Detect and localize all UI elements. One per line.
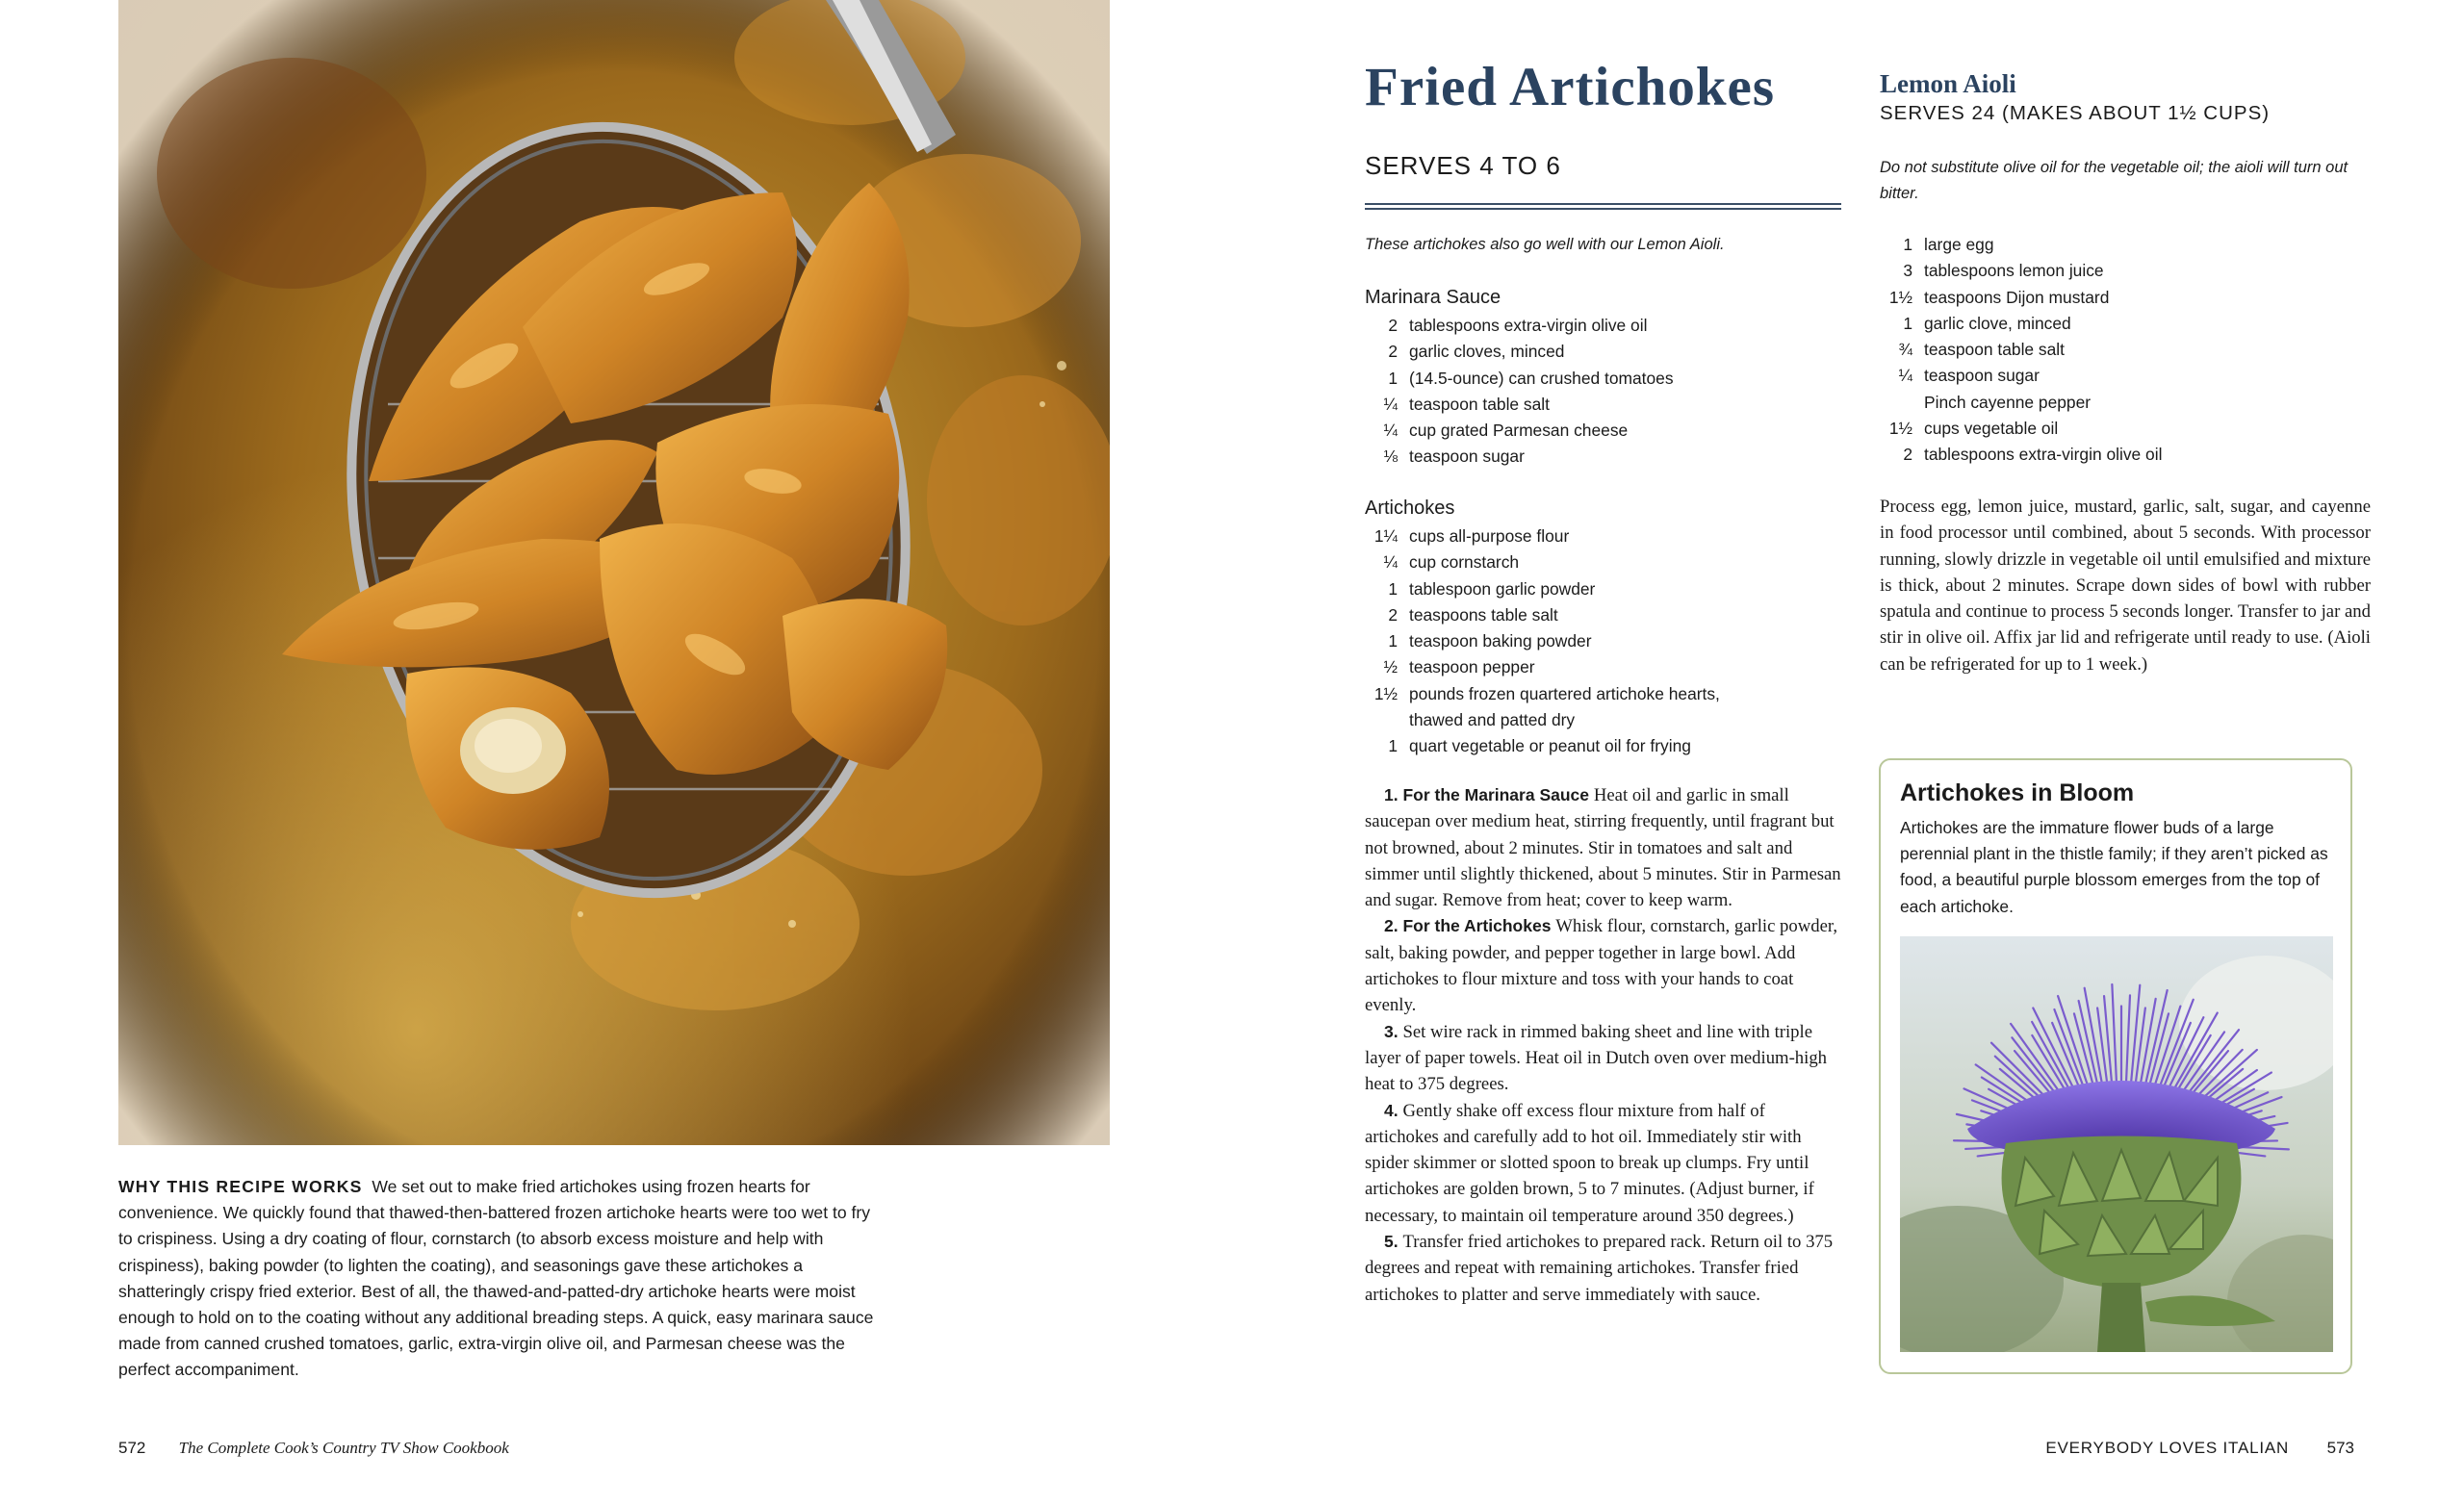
ingredient-item	[1365, 523, 1720, 549]
ingredient-quantity: 1	[1903, 235, 1912, 254]
ingredient-quantity: 2	[1903, 445, 1912, 465]
aioli-note: Do not substitute olive oil for the vegetable oil; the aioli will turn out bitter.	[1880, 159, 2348, 202]
sidebar-text: Artichokes are the immature flower buds of a large perennial plant in the thistle family; if they aren’t picked as food, a beautiful purple blossom emerges from the top of each artichoke.	[1900, 818, 2328, 916]
recipe-method	[1365, 782, 1841, 1308]
ingredient-text: quart vegetable or peanut oil for frying	[1409, 736, 1691, 756]
step-text: Set wire rack in rimmed baking sheet and line with triple layer of paper towels. Heat oil in Dutch oven over medium-high heat to 375 degrees.	[1365, 1021, 1828, 1095]
ingredient-text: tablespoons lemon juice	[1924, 261, 2104, 281]
ingredient-text: tablespoon garlic powder	[1409, 578, 1596, 599]
step-number: 4.	[1384, 1100, 1403, 1120]
ingredient-item	[1880, 390, 2162, 416]
fried-artichokes-photo	[118, 0, 1110, 1145]
right-page-number: 573	[2326, 1439, 2354, 1457]
ingredient-item	[1880, 311, 2162, 337]
ingredient-quantity: 1	[1388, 578, 1398, 599]
title-rule-top	[1365, 203, 1841, 205]
ingredient-item	[1365, 733, 1720, 759]
ingredient-quantity: ¾	[1898, 340, 1912, 360]
recipe-intro: These artichokes also go well with our Lemon Aioli.	[1365, 236, 1725, 253]
step-number: 3.	[1384, 1021, 1403, 1041]
ingredient-text: Pinch cayenne pepper	[1924, 392, 2092, 412]
step-number: 5.	[1384, 1232, 1403, 1252]
method-step	[1365, 1098, 1841, 1229]
ingredient-quantity: 1	[1903, 313, 1912, 333]
ingredient-quantity: 1½	[1373, 683, 1398, 703]
ingredient-text: teaspoon sugar	[1924, 366, 2040, 386]
artichoke-bloom-photo	[1900, 936, 2333, 1352]
artichokes-heading: Artichokes	[1365, 498, 1455, 519]
ingredient-text: teaspoon sugar	[1409, 447, 1525, 467]
ingredient-quantity: ¼	[1383, 394, 1398, 414]
ingredient-item	[1365, 602, 1720, 628]
recipe-serves: SERVES 4 TO 6	[1365, 151, 1561, 180]
ingredient-item	[1365, 392, 1674, 418]
step-number: 1.	[1384, 785, 1403, 804]
ingredient-quantity: 1½	[1888, 287, 1912, 307]
method-step	[1365, 1229, 1841, 1308]
ingredient-text: cup grated Parmesan cheese	[1409, 421, 1629, 441]
step-label: For the Artichokes	[1402, 916, 1556, 936]
ingredient-item	[1880, 416, 2162, 442]
ingredient-text: teaspoons Dijon mustard	[1924, 287, 2110, 307]
ingredient-item	[1365, 444, 1674, 470]
ingredient-item	[1365, 576, 1720, 602]
ingredient-text: large egg	[1924, 235, 1994, 254]
ingredient-quantity: 1¼	[1373, 526, 1398, 546]
step-label: For the Marinara Sauce	[1402, 785, 1594, 804]
right-page-footer	[2045, 1439, 2354, 1458]
why-text: We set out to make fried artichokes using frozen hearts for convenience. We quickly found that thawed-then-battered frozen artichoke hearts were too wet to fry to crispiness. Using a dry coating of flour, cornstarch (to absorb excess moisture and help with crispiness), baking powder (to lighten the coating), and seasonings gave these artichokes a shatteringly crispy fried exterior. Best of all, the thawed-and-patted-dry artichoke hearts were moist enough to hold on to the coating without any additional breading steps. A quick, easy marinara sauce made from canned crushed tomatoes, garlic, extra-virgin olive oil, and Parmesan cheese was the perfect accompaniment.	[118, 1177, 874, 1380]
ingredient-quantity: 2	[1388, 604, 1398, 625]
ingredient-item	[1880, 337, 2162, 363]
ingredient-text: tablespoons extra-virgin olive oil	[1409, 316, 1648, 335]
artichokes-ingredient-list	[1365, 523, 1720, 760]
left-page-footer	[118, 1439, 509, 1458]
ingredient-item	[1365, 418, 1674, 444]
aioli-serves: SERVES 24 (MAKES ABOUT 1½ CUPS)	[1880, 102, 2271, 124]
method-step	[1365, 782, 1841, 913]
ingredient-quantity: ¼	[1898, 366, 1912, 386]
ingredient-quantity: 1	[1388, 368, 1398, 388]
ingredient-quantity: 2	[1388, 342, 1398, 362]
ingredient-text: (14.5-ounce) can crushed tomatoes	[1409, 368, 1674, 388]
ingredient-item	[1880, 442, 2162, 468]
ingredient-quantity: ⅛	[1383, 447, 1398, 467]
aioli-method: Process egg, lemon juice, mustard, garlic, salt, sugar, and cayenne in food processor until combined, about 5 seconds. With processor running, slowly drizzle in vegetable oil until emulsified and mixture is thick, about 2 minutes. Scrape down sides of bowl with rubber spatula and continue to process 5 seconds longer. Transfer to jar and stir in olive oil. Affix jar lid and refrigerate until ready to use. (Aioli can be refrigerated for up to 1 week.)	[1880, 497, 2371, 675]
ingredient-text: tablespoons extra-virgin olive oil	[1924, 445, 2163, 465]
ingredient-text: teaspoon table salt	[1924, 340, 2065, 360]
step-text: Transfer fried artichokes to prepared rack. Return oil to 375 degrees and repeat with remaining artichokes. Transfer fried artichokes to platter and serve immediately with sauce.	[1365, 1232, 1834, 1305]
ingredient-text: pounds frozen quartered artichoke hearts,	[1409, 683, 1720, 703]
ingredient-quantity: 1½	[1888, 419, 1912, 439]
recipe-title: Fried Artichokes	[1365, 57, 1776, 117]
ingredient-text: cups all-purpose flour	[1409, 526, 1570, 546]
ingredient-item	[1365, 681, 1720, 707]
ingredient-quantity: 3	[1903, 261, 1912, 281]
ingredient-quantity: 1	[1388, 631, 1398, 651]
ingredient-item	[1365, 654, 1720, 680]
ingredient-text: teaspoons table salt	[1409, 604, 1558, 625]
title-rule-bottom	[1365, 208, 1841, 210]
left-page-number: 572	[118, 1439, 146, 1457]
ingredient-item	[1365, 549, 1720, 575]
ingredient-text: cup cornstarch	[1409, 552, 1520, 573]
marinara-ingredient-list	[1365, 313, 1674, 471]
step-text: Whisk flour, cornstarch, garlic powder, salt, baking powder, and pepper together in large bowl. Add artichokes to flour mixture and toss with your hands to coat evenly.	[1365, 916, 1838, 1016]
ingredient-text: garlic clove, minced	[1924, 313, 2071, 333]
method-step	[1365, 1019, 1841, 1098]
ingredient-quantity: ¼	[1383, 552, 1398, 573]
ingredient-text: cups vegetable oil	[1924, 419, 2059, 439]
artichokes-in-bloom-sidebar	[1879, 758, 2352, 1374]
marinara-heading: Marinara Sauce	[1365, 287, 1502, 308]
running-head: EVERYBODY LOVES ITALIAN	[2045, 1439, 2290, 1457]
ingredient-text: thawed and patted dry	[1409, 710, 1576, 730]
step-text: Gently shake off excess flour mixture from half of artichokes and carefully add to hot oil. Immediately stir with spider skimmer or slotted spoon to break up clumps. Fry until artichokes are golden brown, 5 to 7 minutes. (Adjust burner, if necessary, to maintain oil temperature around 350 degrees.)	[1365, 1100, 1814, 1226]
book-title: The Complete Cook’s Country TV Show Cookbook	[178, 1439, 509, 1457]
aioli-ingredient-list	[1880, 232, 2162, 469]
ingredient-item	[1365, 366, 1674, 392]
ingredient-item	[1880, 232, 2162, 258]
ingredient-text: garlic cloves, minced	[1409, 342, 1565, 362]
ingredient-quantity: ¼	[1383, 421, 1398, 441]
ingredient-item	[1365, 339, 1674, 365]
ingredient-quantity: 2	[1388, 316, 1398, 335]
ingredient-text: teaspoon table salt	[1409, 394, 1550, 414]
ingredient-item	[1880, 258, 2162, 284]
ingredient-text: teaspoon baking powder	[1409, 631, 1592, 651]
why-this-recipe-works	[118, 1174, 879, 1384]
ingredient-text: teaspoon pepper	[1409, 657, 1535, 677]
ingredient-quantity: ½	[1383, 657, 1398, 677]
ingredient-item	[1880, 285, 2162, 311]
ingredient-item	[1880, 363, 2162, 389]
why-lead: WHY THIS RECIPE WORKS	[118, 1177, 363, 1196]
ingredient-item	[1365, 707, 1720, 733]
ingredient-item	[1365, 313, 1674, 339]
ingredient-item	[1365, 628, 1720, 654]
step-number: 2.	[1384, 916, 1403, 936]
aioli-title: Lemon Aioli	[1880, 69, 2016, 98]
step-text: Heat oil and garlic in small saucepan over medium heat, stirring frequently, until fragrant but not browned, about 2 minutes. Stir in tomatoes and salt and simmer until slightly thickened, about 5 minutes. Stir in Parmesan and sugar. Remove from heat; cover to keep warm.	[1365, 785, 1841, 911]
ingredient-quantity: 1	[1388, 736, 1398, 756]
method-step	[1365, 913, 1841, 1018]
sidebar-title: Artichokes in Bloom	[1900, 779, 2135, 806]
